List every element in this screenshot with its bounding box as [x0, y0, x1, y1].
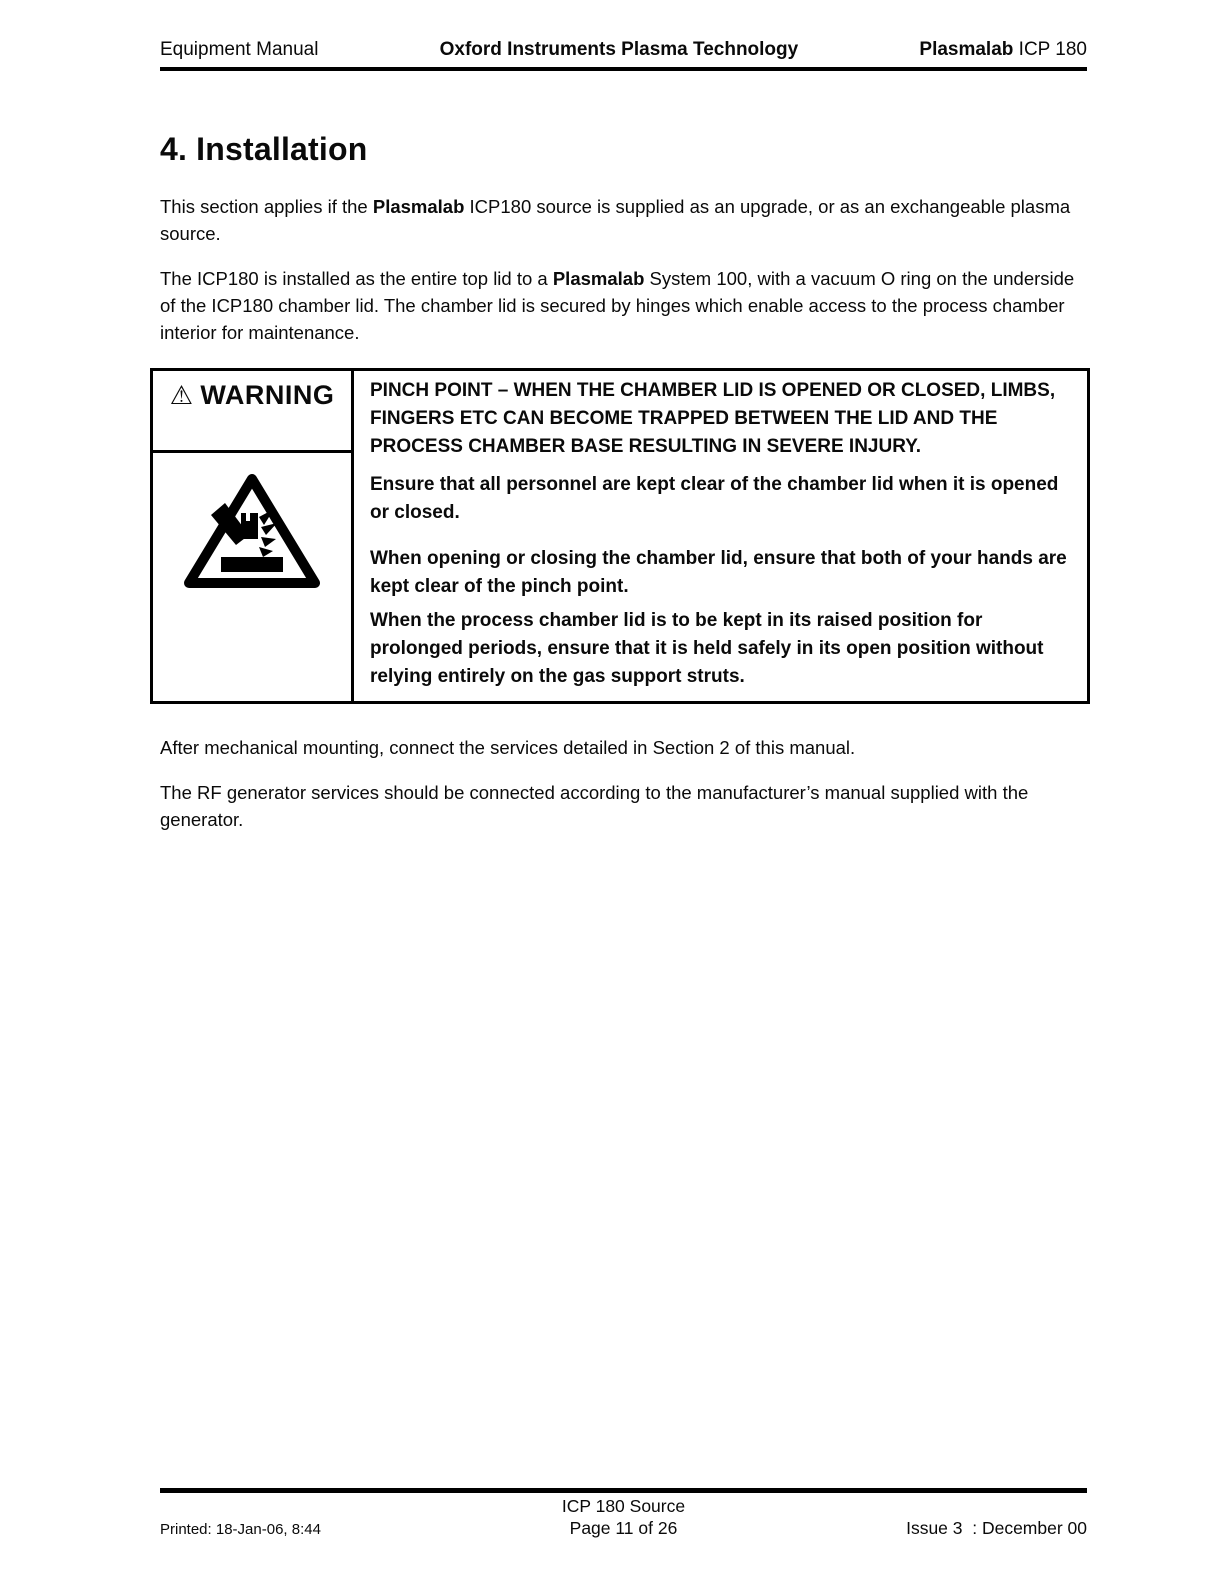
header-rule	[160, 67, 1087, 71]
warning-text-column	[354, 371, 1087, 701]
warning-label: WARNING	[200, 380, 335, 410]
header-product: Plasmalab ICP 180	[919, 39, 1087, 60]
warning-icon-cell	[153, 453, 351, 701]
footer-rule	[160, 1488, 1087, 1493]
paragraph-after-1: After mechanical mounting, connect the services detailed in Section 2 of this manual.	[160, 737, 856, 758]
footer-doc-info	[562, 1496, 685, 1539]
paragraph-intro-1: This section applies if the Plasmalab ICP180 source is supplied as an upgrade, or as an exchangeable plasma source.	[160, 196, 1071, 244]
footer-row	[160, 1496, 1087, 1539]
warning-left-column	[153, 371, 354, 701]
warning-header-cell	[153, 371, 351, 453]
footer-doc-title: ICP 180 Source	[561, 1496, 686, 1516]
footer-issue: Issue 3 : December 00	[906, 1517, 1087, 1538]
pinch-point-hazard-icon	[179, 469, 325, 597]
page-header	[0, 0, 1224, 62]
warning-paragraph: When opening or closing the chamber lid, ensure that both of your hands are kept clear of the pinch point.	[370, 548, 1067, 597]
section-title: 4. Installation	[160, 131, 368, 167]
header-doc-type: Equipment Manual	[160, 39, 319, 60]
header-company: Oxford Instruments Plasma Technology	[439, 39, 799, 60]
warning-paragraph: PINCH POINT – WHEN THE CHAMBER LID IS OPENED OR CLOSED, LIMBS, FINGERS ETC CAN BECOME TRAPPED BETWEEN THE LID AND THE PROCESS CHAMBER BASE RESULTING IN SEVERE INJURY.	[370, 380, 1056, 457]
warning-paragraph: Ensure that all personnel are kept clear of the chamber lid when it is opened or closed.	[370, 474, 1059, 523]
warning-triangle-icon: ⚠	[169, 381, 194, 411]
footer-printed-date: Printed: 18-Jan-06, 8:44	[160, 1521, 321, 1538]
page-footer	[0, 1488, 1224, 1539]
paragraph-intro-2: The ICP180 is installed as the entire top lid to a Plasmalab System 100, with a vacuum O ring on the underside of the ICP180 chamber lid. The chamber lid is secured by hinges which enable access to the process chamber interior for maintenance.	[160, 268, 1075, 343]
paragraph-after-2: The RF generator services should be connected according to the manufacturer’s manual supplied with the generator.	[160, 782, 1029, 830]
warning-box	[150, 368, 1090, 704]
footer-page-number: Page 11 of 26	[569, 1517, 678, 1538]
warning-paragraph: When the process chamber lid is to be kept in its raised position for prolonged periods, ensure that it is held safely in its open position without relying entirely on the gas support struts.	[370, 610, 1044, 687]
